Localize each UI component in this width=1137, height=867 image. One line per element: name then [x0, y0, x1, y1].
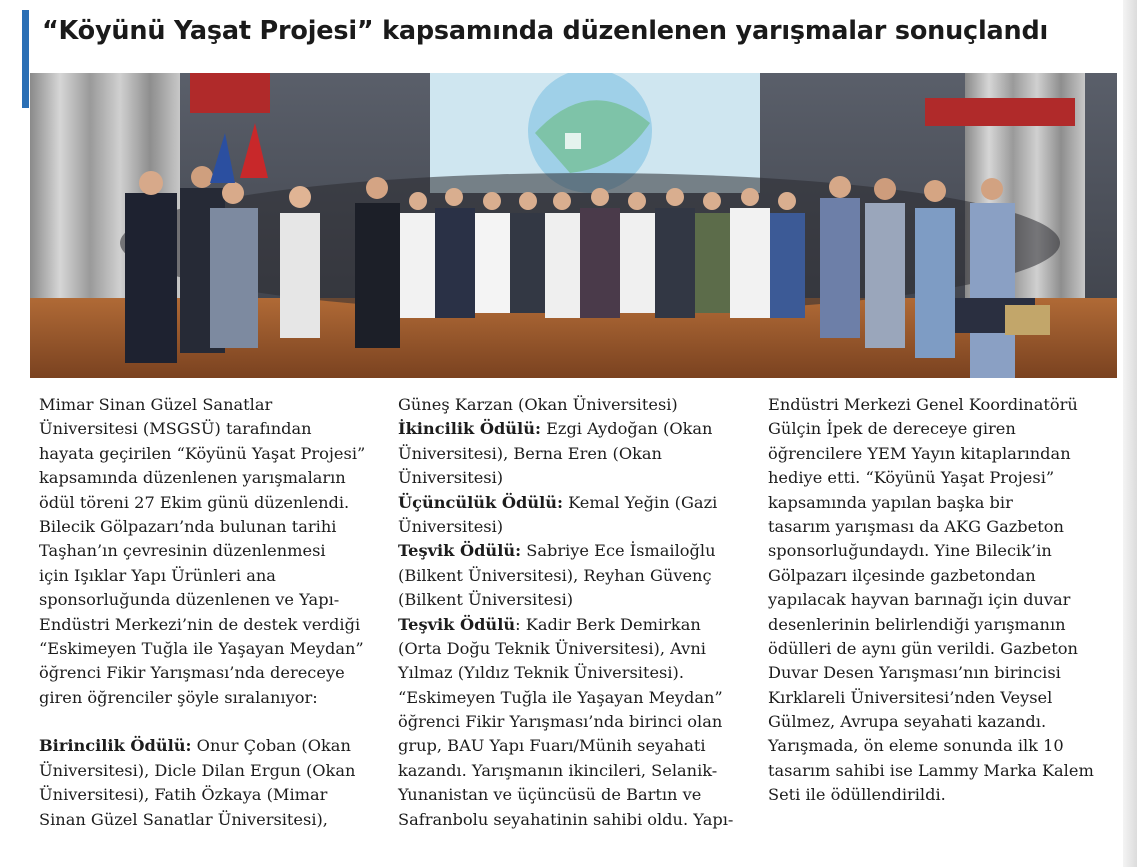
col1-line: öğrenci Fikir Yarışması’nda dereceye	[39, 663, 345, 683]
col1-line: Üniversitesi (MSGSÜ) tarafından	[39, 419, 312, 439]
award-label: Teşvik Ödülü	[398, 614, 516, 634]
col3-line: Gülçin İpek de dereceye giren	[768, 419, 1016, 439]
headline-accent-bar	[22, 10, 29, 108]
col2-line: (Bilkent Üniversitesi), Reyhan Güvenç	[398, 565, 712, 585]
col3-line: ödülleri de aynı gün verildi. Gazbeton	[768, 638, 1078, 658]
award-text: Sabriye Ece İsmailoğlu	[521, 541, 716, 561]
col3-line: Seti ile ödüllendirildi.	[768, 785, 946, 805]
column-2	[398, 393, 733, 832]
col2-line: grup, BAU Yapı Fuarı/Münih seyahati	[398, 736, 706, 756]
col1-line: sponsorluğunda düzenlenen ve Yapı-	[39, 590, 340, 610]
page-edge	[1123, 0, 1137, 867]
column-3	[768, 393, 1094, 808]
col3-line: Gülmez, Avrupa seyahati kazandı.	[768, 712, 1047, 732]
col1-line: giren öğrenciler şöyle sıralanıyor:	[39, 687, 318, 707]
col2-line: Yunanistan ve üçüncüsü de Bartın ve	[398, 785, 702, 805]
award-text: : Kadir Berk Demirkan	[515, 614, 701, 634]
col3-line: sponsorluğundaydı. Yine Bilecik’in	[768, 541, 1052, 561]
col3-line: Kırklareli Üniversitesi’nden Veysel	[768, 687, 1053, 707]
col3-line: öğrencilere YEM Yayın kitaplarından	[768, 443, 1071, 463]
col1-line: Üniversitesi), Dicle Dilan Ergun (Okan	[39, 760, 356, 780]
col1-line: kapsamında düzenlenen yarışmaların	[39, 468, 346, 488]
ceremony-photo	[30, 73, 1117, 378]
award-text: Onur Çoban (Okan	[191, 736, 351, 756]
col1-line: için Işıklar Yapı Ürünleri ana	[39, 565, 276, 585]
col1-line: Sinan Güzel Sanatlar Üniversitesi),	[39, 809, 328, 829]
col1-line: Endüstri Merkezi’nin de destek verdiği	[39, 614, 361, 634]
award-text: Ezgi Aydoğan (Okan	[540, 419, 713, 439]
col2-line: Safranbolu seyahatinin sahibi oldu. Yapı-	[398, 809, 734, 829]
award-line-third	[398, 491, 733, 515]
award-text: Kemal Yeğin (Gazi	[563, 492, 718, 512]
award-line-second	[398, 417, 733, 441]
col1-line: Taşhan’ın çevresinin düzenlenmesi	[39, 541, 326, 561]
col2-line: öğrenci Fikir Yarışması’nda birinci olan	[398, 712, 723, 732]
col3-line: Duvar Desen Yarışması’nın birincisi	[768, 663, 1061, 683]
col1-line: Üniversitesi), Fatih Özkaya (Mimar	[39, 785, 328, 805]
col3-line: kapsamında yapılan başka bir	[768, 492, 1013, 512]
col3-line: tasarım yarışması da AKG Gazbeton	[768, 516, 1064, 536]
group-photo-icon	[30, 73, 1117, 378]
col2-line: Yılmaz (Yıldız Teknik Üniversitesi).	[398, 663, 684, 683]
column-1	[39, 393, 365, 832]
paragraph-gap	[39, 710, 365, 734]
col2-line: Üniversitesi)	[398, 516, 504, 536]
col3-line: hediye etti. “Köyünü Yaşat Projesi”	[768, 468, 1055, 488]
award-label: Üçüncülük Ödülü:	[398, 492, 563, 512]
col2-line: kazandı. Yarışmanın ikincileri, Selanik-	[398, 760, 718, 780]
award-label: İkincilik Ödülü:	[398, 419, 541, 439]
col1-line: Mimar Sinan Güzel Sanatlar	[39, 395, 273, 414]
col3-line: tasarım sahibi ise Lammy Marka Kalem	[768, 760, 1094, 780]
col3-line: desenlerinin belirlendiği yarışmanın	[768, 614, 1066, 634]
award-label: Birincilik Ödülü:	[39, 736, 192, 756]
award-line-encouragement	[398, 613, 733, 637]
award-line-first	[39, 734, 365, 758]
col1-line: Bilecik Gölpazarı’nda bulunan tarihi	[39, 516, 337, 536]
col3-line: Endüstri Merkezi Genel Koordinatörü	[768, 395, 1078, 414]
col1-line: “Eskimeyen Tuğla ile Yaşayan Meydan”	[39, 638, 364, 658]
col2-line: (Bilkent Üniversitesi)	[398, 590, 574, 610]
col3-line: yapılacak hayvan barınağı için duvar	[768, 590, 1071, 610]
col3-line: Yarışmada, ön eleme sonunda ilk 10	[768, 736, 1064, 756]
col2-line: Üniversitesi)	[398, 468, 504, 488]
article-headline: “Köyünü Yaşat Projesi” kapsamında düzenlenen yarışmalar sonuçlandı	[42, 16, 1049, 46]
col2-line: Güneş Karzan (Okan Üniversitesi)	[398, 395, 678, 414]
col2-line: “Eskimeyen Tuğla ile Yaşayan Meydan”	[398, 687, 723, 707]
col2-line: Üniversitesi), Berna Eren (Okan	[398, 443, 662, 463]
col3-line: Gölpazarı ilçesinde gazbetondan	[768, 565, 1036, 585]
col2-line: (Orta Doğu Teknik Üniversitesi), Avni	[398, 638, 706, 658]
col1-line: hayata geçirilen “Köyünü Yaşat Projesi”	[39, 443, 366, 463]
col1-line: ödül töreni 27 Ekim günü düzenlendi.	[39, 492, 350, 512]
award-line-encouragement	[398, 539, 733, 563]
award-label: Teşvik Ödülü:	[398, 541, 522, 561]
